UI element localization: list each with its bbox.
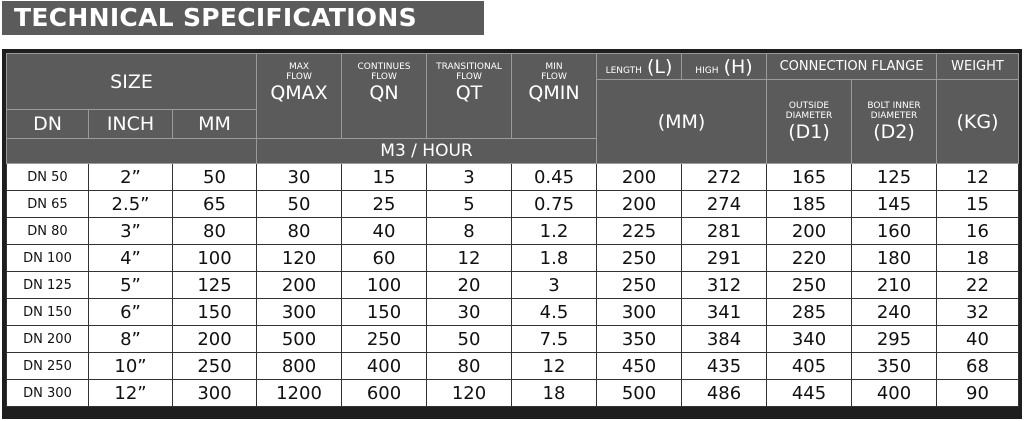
table-row (7, 191, 1019, 218)
cell-high: 281 (682, 218, 767, 245)
cell-qmin: 7.5 (512, 326, 597, 353)
cell-d2: 125 (852, 164, 937, 191)
cell-length: 300 (597, 299, 682, 326)
cell-length: 500 (597, 380, 682, 407)
cell-dn: DN 200 (7, 326, 89, 353)
cell-qn: 150 (342, 299, 427, 326)
cell-qmax: 1200 (257, 380, 342, 407)
cell-inch: 6” (89, 299, 173, 326)
cell-qmin: 3 (512, 272, 597, 299)
cell-qn: 15 (342, 164, 427, 191)
cell-length: 350 (597, 326, 682, 353)
cell-qn: 400 (342, 353, 427, 380)
cell-qt: 50 (427, 326, 512, 353)
cell-d2: 240 (852, 299, 937, 326)
cell-d1: 250 (767, 272, 852, 299)
cell-high: 384 (682, 326, 767, 353)
cell-d1: 445 (767, 380, 852, 407)
spec-table (6, 53, 1019, 407)
cell-d2: 295 (852, 326, 937, 353)
cell-mm: 65 (173, 191, 257, 218)
cell-qmax: 500 (257, 326, 342, 353)
table-row (7, 218, 1019, 245)
cell-qt: 12 (427, 245, 512, 272)
cell-weight: 68 (937, 353, 1019, 380)
page-title: TECHNICAL SPECIFICATIONS (2, 1, 484, 35)
cell-qmin: 1.8 (512, 245, 597, 272)
cell-weight: 12 (937, 164, 1019, 191)
header-qmin: MIN FLOW QMIN (512, 54, 597, 139)
cell-qmax: 300 (257, 299, 342, 326)
cell-d1: 220 (767, 245, 852, 272)
cell-weight: 32 (937, 299, 1019, 326)
cell-high: 291 (682, 245, 767, 272)
header-flow-unit: M3 / HOUR (257, 139, 597, 164)
cell-qmin: 0.75 (512, 191, 597, 218)
cell-dn: DN 300 (7, 380, 89, 407)
cell-qt: 120 (427, 380, 512, 407)
cell-inch: 5” (89, 272, 173, 299)
cell-d1: 340 (767, 326, 852, 353)
cell-inch: 4” (89, 245, 173, 272)
header-qmax: MAX FLOW QMAX (257, 54, 342, 139)
cell-high: 341 (682, 299, 767, 326)
cell-dn: DN 50 (7, 164, 89, 191)
header-qt: TRANSITIONAL FLOW QT (427, 54, 512, 139)
cell-mm: 125 (173, 272, 257, 299)
header-d2: BOLT INNER DIAMETER (D2) (852, 80, 937, 164)
cell-weight: 40 (937, 326, 1019, 353)
cell-high: 274 (682, 191, 767, 218)
cell-qmax: 30 (257, 164, 342, 191)
cell-inch: 3” (89, 218, 173, 245)
cell-qmin: 1.2 (512, 218, 597, 245)
cell-dn: DN 100 (7, 245, 89, 272)
cell-mm: 50 (173, 164, 257, 191)
cell-length: 250 (597, 272, 682, 299)
cell-qmin: 4.5 (512, 299, 597, 326)
cell-qn: 600 (342, 380, 427, 407)
header-dn: DN (7, 110, 89, 139)
table-row (7, 353, 1019, 380)
header-inch: INCH (89, 110, 173, 139)
cell-dn: DN 250 (7, 353, 89, 380)
cell-length: 250 (597, 245, 682, 272)
cell-mm: 200 (173, 326, 257, 353)
cell-qt: 5 (427, 191, 512, 218)
cell-weight: 16 (937, 218, 1019, 245)
table-row (7, 272, 1019, 299)
header-weight: WEIGHT (937, 54, 1019, 80)
cell-d2: 350 (852, 353, 937, 380)
cell-mm: 250 (173, 353, 257, 380)
cell-high: 486 (682, 380, 767, 407)
header-high: HIGH (H) (682, 54, 767, 80)
cell-weight: 90 (937, 380, 1019, 407)
header-length: LENGTH (L) (597, 54, 682, 80)
spec-table-frame (2, 49, 1022, 419)
cell-weight: 18 (937, 245, 1019, 272)
cell-qt: 3 (427, 164, 512, 191)
cell-mm: 300 (173, 380, 257, 407)
cell-length: 200 (597, 164, 682, 191)
cell-qn: 60 (342, 245, 427, 272)
cell-weight: 15 (937, 191, 1019, 218)
cell-qmax: 800 (257, 353, 342, 380)
cell-high: 312 (682, 272, 767, 299)
cell-length: 225 (597, 218, 682, 245)
cell-dn: DN 125 (7, 272, 89, 299)
cell-qmin: 18 (512, 380, 597, 407)
cell-mm: 80 (173, 218, 257, 245)
cell-qmax: 120 (257, 245, 342, 272)
table-row (7, 326, 1019, 353)
table-row (7, 299, 1019, 326)
header-mm: MM (173, 110, 257, 139)
cell-d2: 160 (852, 218, 937, 245)
cell-qn: 25 (342, 191, 427, 218)
cell-inch: 12” (89, 380, 173, 407)
cell-inch: 10” (89, 353, 173, 380)
cell-length: 450 (597, 353, 682, 380)
cell-length: 200 (597, 191, 682, 218)
cell-qn: 250 (342, 326, 427, 353)
cell-d1: 185 (767, 191, 852, 218)
cell-d1: 165 (767, 164, 852, 191)
table-row (7, 380, 1019, 407)
header-d1: OUTSIDE DIAMETER (D1) (767, 80, 852, 164)
cell-inch: 2” (89, 164, 173, 191)
cell-qn: 40 (342, 218, 427, 245)
cell-d2: 400 (852, 380, 937, 407)
cell-qt: 20 (427, 272, 512, 299)
cell-weight: 22 (937, 272, 1019, 299)
cell-qmax: 50 (257, 191, 342, 218)
header-blank (7, 139, 257, 164)
cell-qn: 100 (342, 272, 427, 299)
table-row (7, 245, 1019, 272)
cell-d2: 145 (852, 191, 937, 218)
cell-mm: 100 (173, 245, 257, 272)
cell-d2: 180 (852, 245, 937, 272)
cell-high: 435 (682, 353, 767, 380)
cell-d1: 405 (767, 353, 852, 380)
cell-dn: DN 150 (7, 299, 89, 326)
cell-dn: DN 65 (7, 191, 89, 218)
cell-qt: 80 (427, 353, 512, 380)
cell-dn: DN 80 (7, 218, 89, 245)
cell-qt: 8 (427, 218, 512, 245)
table-row (7, 164, 1019, 191)
header-dim-unit: (MM) (597, 80, 767, 164)
cell-inch: 2.5” (89, 191, 173, 218)
cell-qmin: 0.45 (512, 164, 597, 191)
cell-d2: 210 (852, 272, 937, 299)
header-qn: CONTINUES FLOW QN (342, 54, 427, 139)
cell-d1: 200 (767, 218, 852, 245)
cell-qmax: 80 (257, 218, 342, 245)
cell-d1: 285 (767, 299, 852, 326)
cell-qmax: 200 (257, 272, 342, 299)
header-connection-flange: CONNECTION FLANGE (767, 54, 937, 80)
cell-mm: 150 (173, 299, 257, 326)
cell-high: 272 (682, 164, 767, 191)
header-weight-unit: (KG) (937, 80, 1019, 164)
cell-qmin: 12 (512, 353, 597, 380)
cell-inch: 8” (89, 326, 173, 353)
header-size: SIZE (7, 54, 257, 110)
cell-qt: 30 (427, 299, 512, 326)
